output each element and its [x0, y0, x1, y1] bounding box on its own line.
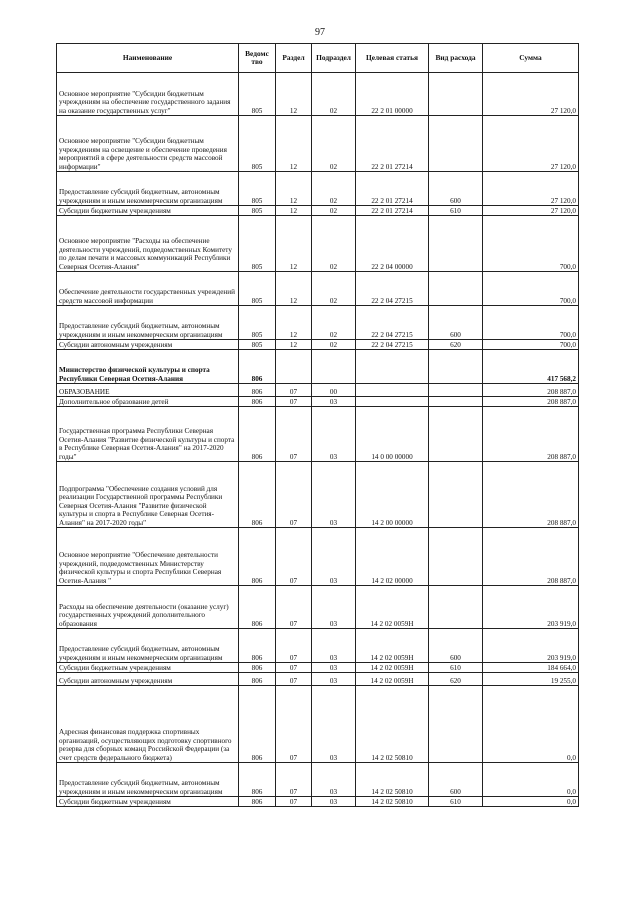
cell-dept: 806 — [239, 528, 276, 586]
cell-name: Предоставление субсидий бюджетным, автономным учреждениям и иным некоммерческим организациям — [57, 306, 239, 340]
cell-sum: 208 887,0 — [483, 462, 579, 528]
cell-expense — [429, 73, 483, 116]
cell-dept: 806 — [239, 686, 276, 763]
cell-section: 07 — [276, 797, 312, 807]
cell-sum: 0,0 — [483, 686, 579, 763]
table-row — [57, 73, 579, 116]
cell-dept: 806 — [239, 663, 276, 673]
cell-section: 12 — [276, 340, 312, 350]
cell-sum: 27 120,0 — [483, 116, 579, 172]
cell-subsection: 03 — [312, 763, 356, 797]
table-row — [57, 384, 579, 397]
cell-section: 07 — [276, 586, 312, 629]
cell-subsection: 02 — [312, 206, 356, 216]
cell-name: Основное мероприятие "Расходы на обеспечение деятельности учреждений, подведомственных Комитету по делам печати и массовых коммуникаций Республики Северная Осетия-Алания" — [57, 216, 239, 272]
cell-expense — [429, 216, 483, 272]
cell-dept: 806 — [239, 407, 276, 462]
cell-dept: 806 — [239, 397, 276, 407]
cell-subsection: 02 — [312, 216, 356, 272]
cell-dept: 805 — [239, 206, 276, 216]
cell-section: 12 — [276, 73, 312, 116]
cell-sum: 700,0 — [483, 272, 579, 306]
cell-dept: 805 — [239, 216, 276, 272]
header-expense: Вид расхода — [429, 44, 483, 73]
cell-sum: 208 887,0 — [483, 407, 579, 462]
cell-sum: 27 120,0 — [483, 73, 579, 116]
cell-section: 07 — [276, 397, 312, 407]
table-header-row — [57, 44, 579, 73]
table-row — [57, 763, 579, 797]
cell-subsection: 02 — [312, 340, 356, 350]
cell-sum: 700,0 — [483, 216, 579, 272]
table-row — [57, 407, 579, 462]
cell-name: Предоставление субсидий бюджетным, автономным учреждениям и иным некоммерческим организациям — [57, 172, 239, 206]
cell-subsection: 03 — [312, 629, 356, 663]
cell-section: 12 — [276, 206, 312, 216]
cell-sum: 203 919,0 — [483, 586, 579, 629]
cell-expense — [429, 272, 483, 306]
cell-section: 12 — [276, 172, 312, 206]
cell-name: Субсидии бюджетным учреждениям — [57, 206, 239, 216]
cell-name: Обеспечение деятельности государственных учреждений средств массовой информации — [57, 272, 239, 306]
cell-section: 07 — [276, 384, 312, 397]
cell-dept: 805 — [239, 116, 276, 172]
header-sum: Сумма — [483, 44, 579, 73]
cell-expense: 620 — [429, 673, 483, 686]
cell-section: 12 — [276, 306, 312, 340]
cell-dept: 806 — [239, 763, 276, 797]
cell-expense — [429, 586, 483, 629]
cell-target: 22 2 04 27215 — [356, 272, 429, 306]
cell-target: 14 2 02 50810 — [356, 797, 429, 807]
cell-target: 14 0 00 00000 — [356, 407, 429, 462]
cell-sum: 27 120,0 — [483, 172, 579, 206]
cell-subsection: 03 — [312, 797, 356, 807]
cell-expense: 610 — [429, 663, 483, 673]
cell-sum: 700,0 — [483, 340, 579, 350]
cell-name: Субсидии автономным учреждениям — [57, 673, 239, 686]
table-row — [57, 663, 579, 673]
budget-table — [56, 43, 579, 807]
cell-section: 07 — [276, 629, 312, 663]
table-row — [57, 306, 579, 340]
cell-section: 07 — [276, 528, 312, 586]
cell-target — [356, 384, 429, 397]
cell-expense: 600 — [429, 172, 483, 206]
table-row — [57, 216, 579, 272]
cell-name: Субсидии автономным учреждениям — [57, 340, 239, 350]
cell-target: 22 2 01 27214 — [356, 206, 429, 216]
cell-name: ОБРАЗОВАНИЕ — [57, 384, 239, 397]
cell-sum: 203 919,0 — [483, 629, 579, 663]
cell-sum: 208 887,0 — [483, 384, 579, 397]
cell-target: 14 2 02 00000 — [356, 528, 429, 586]
cell-dept: 806 — [239, 384, 276, 397]
cell-dept: 806 — [239, 797, 276, 807]
cell-sum: 208 887,0 — [483, 528, 579, 586]
cell-section: 12 — [276, 216, 312, 272]
cell-target — [356, 350, 429, 384]
cell-name: Основное мероприятие "Субсидии бюджетным учреждениям на обеспечение государственного задания на оказание государственных услуг" — [57, 73, 239, 116]
cell-subsection: 03 — [312, 462, 356, 528]
table-row — [57, 686, 579, 763]
cell-subsection: 03 — [312, 407, 356, 462]
cell-subsection: 02 — [312, 306, 356, 340]
table-row — [57, 397, 579, 407]
cell-dept: 805 — [239, 172, 276, 206]
header-name: Наименование — [57, 44, 239, 73]
cell-expense — [429, 686, 483, 763]
cell-name: Подпрограмма "Обеспечение создания условий для реализации Государственной программы Республики Северная Осетия-Алания "Развитие физической культуры и спорта в Республике Северная Осетия-Алания" на 2017-2020 годы" — [57, 462, 239, 528]
cell-subsection: 03 — [312, 673, 356, 686]
cell-expense — [429, 528, 483, 586]
cell-sum: 0,0 — [483, 763, 579, 797]
cell-section: 07 — [276, 763, 312, 797]
cell-target: 22 2 04 00000 — [356, 216, 429, 272]
cell-target: 22 2 04 27215 — [356, 340, 429, 350]
table-body — [57, 73, 579, 807]
cell-subsection: 03 — [312, 528, 356, 586]
cell-sum: 19 255,0 — [483, 673, 579, 686]
cell-subsection: 02 — [312, 272, 356, 306]
cell-sum: 184 664,0 — [483, 663, 579, 673]
cell-target: 14 2 00 00000 — [356, 462, 429, 528]
cell-expense — [429, 397, 483, 407]
cell-name: Расходы на обеспечение деятельности (оказание услуг) государственных учреждений дополнительного образования — [57, 586, 239, 629]
table-row — [57, 586, 579, 629]
cell-subsection: 03 — [312, 686, 356, 763]
page-number: 97 — [315, 27, 325, 38]
cell-dept: 806 — [239, 350, 276, 384]
table-row — [57, 629, 579, 663]
cell-expense: 610 — [429, 797, 483, 807]
cell-section: 07 — [276, 407, 312, 462]
cell-dept: 805 — [239, 272, 276, 306]
cell-expense: 600 — [429, 763, 483, 797]
cell-section: 07 — [276, 686, 312, 763]
table-row — [57, 797, 579, 807]
cell-target — [356, 397, 429, 407]
table-row — [57, 116, 579, 172]
cell-name: Предоставление субсидий бюджетным, автономным учреждениям и иным некоммерческим организациям — [57, 629, 239, 663]
cell-target: 14 2 02 50810 — [356, 686, 429, 763]
cell-name: Министерство физической культуры и спорта Республики Северная Осетия-Алания — [57, 350, 239, 384]
cell-target: 14 2 02 0059Н — [356, 673, 429, 686]
cell-expense — [429, 116, 483, 172]
table-row — [57, 272, 579, 306]
cell-subsection: 03 — [312, 397, 356, 407]
cell-dept: 806 — [239, 462, 276, 528]
header-target: Целевая статья — [356, 44, 429, 73]
cell-name: Предоставление субсидий бюджетным, автономным учреждениям и иным некоммерческим организациям — [57, 763, 239, 797]
cell-sum: 208 887,0 — [483, 397, 579, 407]
header-section: Раздел — [276, 44, 312, 73]
cell-sum: 700,0 — [483, 306, 579, 340]
cell-expense — [429, 384, 483, 397]
table-row — [57, 206, 579, 216]
header-subsection: Подраздел — [312, 44, 356, 73]
cell-expense: 620 — [429, 340, 483, 350]
cell-target: 22 2 01 27214 — [356, 172, 429, 206]
cell-target: 14 2 02 50810 — [356, 763, 429, 797]
cell-expense: 610 — [429, 206, 483, 216]
cell-subsection: 02 — [312, 116, 356, 172]
table-row — [57, 528, 579, 586]
table-row — [57, 462, 579, 528]
cell-expense — [429, 407, 483, 462]
cell-target: 22 2 04 27215 — [356, 306, 429, 340]
table-row — [57, 340, 579, 350]
cell-section: 12 — [276, 116, 312, 172]
cell-subsection: 03 — [312, 586, 356, 629]
header-dept: Ведомс тво — [239, 44, 276, 73]
cell-dept: 805 — [239, 73, 276, 116]
cell-subsection: 00 — [312, 384, 356, 397]
cell-subsection: 03 — [312, 663, 356, 673]
cell-name: Государственная программа Республики Северная Осетия-Алания "Развитие физической культуры и спорта в Республике Северная Осетия-Алания" на 2017-2020 годы" — [57, 407, 239, 462]
cell-target: 14 2 02 0059Н — [356, 629, 429, 663]
cell-expense: 600 — [429, 306, 483, 340]
cell-name: Основное мероприятие "Обеспечение деятельности учреждений, подведомственных Министерству физической культуры и спорта Республики Северная Осетия-Алания " — [57, 528, 239, 586]
cell-expense: 600 — [429, 629, 483, 663]
cell-sum: 27 120,0 — [483, 206, 579, 216]
cell-dept: 806 — [239, 673, 276, 686]
cell-subsection: 02 — [312, 73, 356, 116]
cell-sum: 0,0 — [483, 797, 579, 807]
cell-section: 07 — [276, 462, 312, 528]
cell-section: 07 — [276, 663, 312, 673]
cell-dept: 805 — [239, 340, 276, 350]
cell-section: 07 — [276, 673, 312, 686]
cell-target: 22 2 01 27214 — [356, 116, 429, 172]
cell-target: 14 2 02 0059Н — [356, 586, 429, 629]
table-row — [57, 350, 579, 384]
cell-name: Субсидии бюджетным учреждениям — [57, 797, 239, 807]
cell-target: 14 2 02 0059Н — [356, 663, 429, 673]
cell-name: Адресная финансовая поддержка спортивных организаций, осуществляющих подготовку спортивного резерва для сборных команд Российской Федерации (за счет средств федерального бюджета) — [57, 686, 239, 763]
cell-name: Дополнительное образование детей — [57, 397, 239, 407]
cell-dept: 806 — [239, 629, 276, 663]
cell-expense — [429, 462, 483, 528]
cell-dept: 806 — [239, 586, 276, 629]
cell-dept: 805 — [239, 306, 276, 340]
cell-subsection: 02 — [312, 172, 356, 206]
cell-sum: 417 568,2 — [483, 350, 579, 384]
cell-name: Основное мероприятие "Субсидии бюджетным учреждениям на освещение и обеспечение проведения мероприятий в сфере деятельности средств массовой информации" — [57, 116, 239, 172]
cell-section: 12 — [276, 272, 312, 306]
cell-section — [276, 350, 312, 384]
table-row — [57, 673, 579, 686]
cell-expense — [429, 350, 483, 384]
cell-name: Субсидии бюджетным учреждениям — [57, 663, 239, 673]
cell-target: 22 2 01 00000 — [356, 73, 429, 116]
cell-subsection — [312, 350, 356, 384]
table-row — [57, 172, 579, 206]
